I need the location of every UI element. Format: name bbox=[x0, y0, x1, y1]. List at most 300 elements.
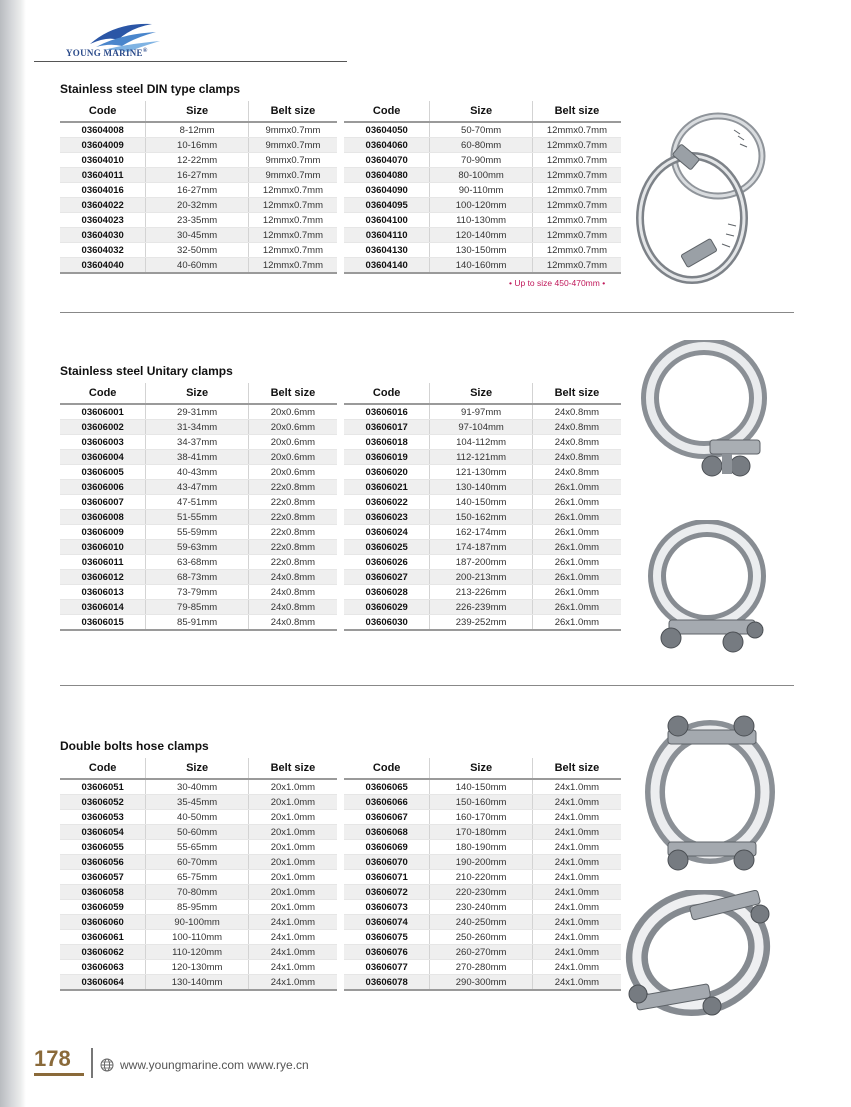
cell-code: 03606063 bbox=[60, 960, 146, 975]
cell-belt-size: 24x0.8mm bbox=[532, 404, 621, 420]
cell-belt-size: 26x1.0mm bbox=[532, 600, 621, 615]
cell-belt-size: 24x0.8mm bbox=[248, 585, 337, 600]
cell-code: 03606077 bbox=[344, 960, 430, 975]
cell-size: 100-120mm bbox=[430, 198, 532, 213]
cell-belt-size: 24x1.0mm bbox=[248, 945, 337, 960]
page-number: 178 bbox=[34, 1046, 84, 1076]
cell-belt-size: 20x1.0mm bbox=[248, 855, 337, 870]
cell-belt-size: 20x0.6mm bbox=[248, 465, 337, 480]
cell-belt-size: 26x1.0mm bbox=[532, 570, 621, 585]
cell-code: 03604011 bbox=[60, 168, 146, 183]
cell-code: 03606025 bbox=[344, 540, 430, 555]
cell-code: 03604130 bbox=[344, 243, 430, 258]
cell-size: 30-45mm bbox=[146, 228, 248, 243]
cell-size: 50-60mm bbox=[146, 825, 248, 840]
cell-size: 55-59mm bbox=[146, 525, 248, 540]
cell-belt-size: 12mmx0.7mm bbox=[248, 228, 337, 243]
cell-belt-size: 20x1.0mm bbox=[248, 795, 337, 810]
cell-code: 03604022 bbox=[60, 198, 146, 213]
column-header-belt-size: Belt size bbox=[532, 383, 621, 404]
cell-code: 03606029 bbox=[344, 600, 430, 615]
cell-size: 160-170mm bbox=[430, 810, 532, 825]
table-row bbox=[60, 840, 337, 855]
cell-code: 03606070 bbox=[344, 855, 430, 870]
cell-code: 03606019 bbox=[344, 450, 430, 465]
cell-size: 226-239mm bbox=[430, 600, 532, 615]
table-header-row bbox=[344, 383, 621, 404]
cell-size: 90-100mm bbox=[146, 915, 248, 930]
table-row bbox=[344, 600, 621, 615]
cell-code: 03606016 bbox=[344, 404, 430, 420]
table-row bbox=[60, 465, 337, 480]
cell-code: 03606052 bbox=[60, 795, 146, 810]
cell-size: 38-41mm bbox=[146, 450, 248, 465]
cell-size: 130-140mm bbox=[146, 975, 248, 991]
cell-size: 110-120mm bbox=[146, 945, 248, 960]
cell-code: 03606053 bbox=[60, 810, 146, 825]
cell-size: 30-40mm bbox=[146, 779, 248, 795]
cell-size: 162-174mm bbox=[430, 525, 532, 540]
cell-belt-size: 24x1.0mm bbox=[532, 885, 621, 900]
left-edge-gradient bbox=[0, 0, 26, 1107]
table-row bbox=[344, 525, 621, 540]
cell-code: 03606021 bbox=[344, 480, 430, 495]
cell-belt-size: 24x1.0mm bbox=[532, 855, 621, 870]
cell-code: 03606030 bbox=[344, 615, 430, 631]
cell-size: 180-190mm bbox=[430, 840, 532, 855]
cell-belt-size: 20x0.6mm bbox=[248, 435, 337, 450]
table-header-row bbox=[344, 758, 621, 779]
cell-code: 03606005 bbox=[60, 465, 146, 480]
cell-size: 40-60mm bbox=[146, 258, 248, 274]
cell-code: 03606061 bbox=[60, 930, 146, 945]
table-row bbox=[344, 258, 621, 274]
cell-size: 140-150mm bbox=[430, 779, 532, 795]
cell-size: 43-47mm bbox=[146, 480, 248, 495]
cell-size: 40-50mm bbox=[146, 810, 248, 825]
cell-belt-size: 12mmx0.7mm bbox=[248, 183, 337, 198]
table-row bbox=[344, 198, 621, 213]
table-row bbox=[344, 615, 621, 631]
table-row bbox=[60, 122, 337, 138]
cell-code: 03606023 bbox=[344, 510, 430, 525]
cell-belt-size: 12mmx0.7mm bbox=[248, 258, 337, 274]
cell-code: 03606011 bbox=[60, 555, 146, 570]
cell-code: 03604100 bbox=[344, 213, 430, 228]
cell-size: 63-68mm bbox=[146, 555, 248, 570]
table-row bbox=[60, 258, 337, 274]
table-row bbox=[344, 183, 621, 198]
cell-size: 270-280mm bbox=[430, 960, 532, 975]
table-row bbox=[60, 525, 337, 540]
cell-code: 03604010 bbox=[60, 153, 146, 168]
column-header-size: Size bbox=[146, 383, 248, 404]
cell-code: 03604095 bbox=[344, 198, 430, 213]
table-header-row bbox=[60, 758, 337, 779]
cell-belt-size: 9mmx0.7mm bbox=[248, 153, 337, 168]
header-rule bbox=[34, 61, 347, 62]
table-row bbox=[60, 810, 337, 825]
table-row bbox=[60, 930, 337, 945]
table-row bbox=[60, 510, 337, 525]
table-row bbox=[344, 540, 621, 555]
table-row bbox=[344, 138, 621, 153]
cell-code: 03604009 bbox=[60, 138, 146, 153]
cell-belt-size: 12mmx0.7mm bbox=[532, 213, 621, 228]
table-row bbox=[60, 585, 337, 600]
cell-size: 250-260mm bbox=[430, 930, 532, 945]
cell-belt-size: 24x0.8mm bbox=[532, 465, 621, 480]
table-row bbox=[60, 435, 337, 450]
table-row bbox=[344, 168, 621, 183]
unitary-table-left bbox=[60, 383, 337, 631]
column-header-size: Size bbox=[430, 758, 532, 779]
cell-code: 03604032 bbox=[60, 243, 146, 258]
cell-code: 03606051 bbox=[60, 779, 146, 795]
cell-code: 03604060 bbox=[344, 138, 430, 153]
table-row bbox=[60, 600, 337, 615]
cell-belt-size: 12mmx0.7mm bbox=[532, 198, 621, 213]
cell-size: 8-12mm bbox=[146, 122, 248, 138]
table-row bbox=[60, 183, 337, 198]
table-row bbox=[60, 570, 337, 585]
cell-code: 03606065 bbox=[344, 779, 430, 795]
cell-belt-size: 9mmx0.7mm bbox=[248, 122, 337, 138]
table-row bbox=[344, 495, 621, 510]
table-row bbox=[60, 900, 337, 915]
cell-size: 187-200mm bbox=[430, 555, 532, 570]
cell-size: 73-79mm bbox=[146, 585, 248, 600]
cell-belt-size: 22x0.8mm bbox=[248, 480, 337, 495]
table-row bbox=[344, 480, 621, 495]
cell-belt-size: 26x1.0mm bbox=[532, 480, 621, 495]
cell-code: 03606058 bbox=[60, 885, 146, 900]
cell-size: 47-51mm bbox=[146, 495, 248, 510]
cell-code: 03604050 bbox=[344, 122, 430, 138]
cell-belt-size: 26x1.0mm bbox=[532, 495, 621, 510]
cell-belt-size: 12mmx0.7mm bbox=[248, 213, 337, 228]
table-row bbox=[344, 930, 621, 945]
cell-size: 150-162mm bbox=[430, 510, 532, 525]
cell-belt-size: 24x1.0mm bbox=[532, 900, 621, 915]
table-row bbox=[344, 420, 621, 435]
cell-belt-size: 24x0.8mm bbox=[532, 450, 621, 465]
cell-belt-size: 12mmx0.7mm bbox=[532, 138, 621, 153]
table-row bbox=[60, 915, 337, 930]
cell-belt-size: 24x1.0mm bbox=[532, 930, 621, 945]
table-row bbox=[344, 885, 621, 900]
cell-code: 03606078 bbox=[344, 975, 430, 991]
cell-belt-size: 24x1.0mm bbox=[532, 915, 621, 930]
cell-size: 55-65mm bbox=[146, 840, 248, 855]
cell-belt-size: 20x1.0mm bbox=[248, 900, 337, 915]
table-row bbox=[60, 885, 337, 900]
cell-code: 03606027 bbox=[344, 570, 430, 585]
cell-belt-size: 24x0.8mm bbox=[248, 615, 337, 631]
table-row bbox=[60, 153, 337, 168]
table-row bbox=[60, 243, 337, 258]
cell-size: 121-130mm bbox=[430, 465, 532, 480]
cell-code: 03606001 bbox=[60, 404, 146, 420]
cell-size: 140-160mm bbox=[430, 258, 532, 274]
table-row bbox=[60, 480, 337, 495]
section-title-din: Stainless steel DIN type clamps bbox=[60, 82, 241, 96]
table-row bbox=[60, 779, 337, 795]
table-row bbox=[60, 825, 337, 840]
cell-code: 03606026 bbox=[344, 555, 430, 570]
table-row bbox=[60, 960, 337, 975]
cell-belt-size: 20x0.6mm bbox=[248, 404, 337, 420]
table-row bbox=[60, 198, 337, 213]
cell-size: 35-45mm bbox=[146, 795, 248, 810]
column-header-belt-size: Belt size bbox=[248, 758, 337, 779]
cell-belt-size: 24x1.0mm bbox=[532, 825, 621, 840]
column-header-size: Size bbox=[430, 383, 532, 404]
cell-code: 03606024 bbox=[344, 525, 430, 540]
cell-size: 68-73mm bbox=[146, 570, 248, 585]
table-row bbox=[344, 810, 621, 825]
cell-size: 16-27mm bbox=[146, 183, 248, 198]
size-note: • Up to size 450-470mm • bbox=[509, 278, 606, 288]
cell-size: 112-121mm bbox=[430, 450, 532, 465]
cell-size: 85-95mm bbox=[146, 900, 248, 915]
cell-size: 104-112mm bbox=[430, 435, 532, 450]
table-row bbox=[344, 840, 621, 855]
table-row bbox=[60, 213, 337, 228]
cell-size: 60-80mm bbox=[430, 138, 532, 153]
cell-belt-size: 24x0.8mm bbox=[532, 435, 621, 450]
cell-belt-size: 22x0.8mm bbox=[248, 525, 337, 540]
column-header-size: Size bbox=[146, 758, 248, 779]
cell-code: 03606013 bbox=[60, 585, 146, 600]
cell-code: 03606054 bbox=[60, 825, 146, 840]
double-bolt-table-left bbox=[60, 758, 337, 991]
table-row bbox=[60, 404, 337, 420]
cell-size: 70-80mm bbox=[146, 885, 248, 900]
cell-size: 80-100mm bbox=[430, 168, 532, 183]
table-row bbox=[344, 945, 621, 960]
cell-belt-size: 26x1.0mm bbox=[532, 585, 621, 600]
cell-code: 03606068 bbox=[344, 825, 430, 840]
table-row bbox=[344, 510, 621, 525]
cell-size: 260-270mm bbox=[430, 945, 532, 960]
cell-belt-size: 9mmx0.7mm bbox=[248, 168, 337, 183]
cell-code: 03604110 bbox=[344, 228, 430, 243]
cell-belt-size: 24x1.0mm bbox=[532, 840, 621, 855]
cell-belt-size: 20x1.0mm bbox=[248, 840, 337, 855]
table-row bbox=[344, 555, 621, 570]
cell-belt-size: 24x1.0mm bbox=[532, 975, 621, 991]
cell-code: 03606017 bbox=[344, 420, 430, 435]
cell-belt-size: 26x1.0mm bbox=[532, 540, 621, 555]
cell-code: 03604070 bbox=[344, 153, 430, 168]
cell-belt-size: 12mmx0.7mm bbox=[532, 243, 621, 258]
cell-belt-size: 12mmx0.7mm bbox=[532, 168, 621, 183]
cell-code: 03604030 bbox=[60, 228, 146, 243]
globe-icon bbox=[100, 1058, 114, 1072]
cell-size: 50-70mm bbox=[430, 122, 532, 138]
table-header-row bbox=[60, 101, 337, 122]
double-bolt-clamp-image bbox=[620, 890, 785, 1020]
table-row bbox=[344, 122, 621, 138]
unitary-clamp-image bbox=[645, 520, 785, 660]
cell-size: 290-300mm bbox=[430, 975, 532, 991]
cell-belt-size: 24x1.0mm bbox=[248, 975, 337, 991]
cell-code: 03606071 bbox=[344, 870, 430, 885]
table-row bbox=[344, 228, 621, 243]
table-row bbox=[344, 243, 621, 258]
cell-code: 03606062 bbox=[60, 945, 146, 960]
cell-code: 03606059 bbox=[60, 900, 146, 915]
column-header-code: Code bbox=[60, 383, 146, 404]
cell-size: 29-31mm bbox=[146, 404, 248, 420]
cell-code: 03606004 bbox=[60, 450, 146, 465]
cell-code: 03604090 bbox=[344, 183, 430, 198]
cell-code: 03606066 bbox=[344, 795, 430, 810]
cell-code: 03606022 bbox=[344, 495, 430, 510]
cell-belt-size: 9mmx0.7mm bbox=[248, 138, 337, 153]
table-row bbox=[344, 960, 621, 975]
column-header-code: Code bbox=[344, 383, 430, 404]
cell-code: 03606018 bbox=[344, 435, 430, 450]
table-row bbox=[60, 138, 337, 153]
cell-size: 140-150mm bbox=[430, 495, 532, 510]
table-row bbox=[60, 945, 337, 960]
cell-size: 200-213mm bbox=[430, 570, 532, 585]
table-row bbox=[344, 870, 621, 885]
cell-size: 79-85mm bbox=[146, 600, 248, 615]
table-row bbox=[60, 870, 337, 885]
cell-size: 85-91mm bbox=[146, 615, 248, 631]
table-row bbox=[344, 975, 621, 991]
cell-code: 03606014 bbox=[60, 600, 146, 615]
table-row bbox=[344, 213, 621, 228]
table-row bbox=[60, 540, 337, 555]
cell-belt-size: 12mmx0.7mm bbox=[532, 228, 621, 243]
table-row bbox=[344, 585, 621, 600]
din-table-left bbox=[60, 101, 337, 274]
cell-code: 03606009 bbox=[60, 525, 146, 540]
cell-belt-size: 24x1.0mm bbox=[248, 960, 337, 975]
table-row bbox=[344, 779, 621, 795]
cell-belt-size: 26x1.0mm bbox=[532, 555, 621, 570]
section-divider bbox=[60, 312, 794, 313]
double-bolt-table-right bbox=[344, 758, 621, 991]
cell-belt-size: 26x1.0mm bbox=[532, 525, 621, 540]
cell-belt-size: 24x1.0mm bbox=[248, 930, 337, 945]
cell-size: 210-220mm bbox=[430, 870, 532, 885]
cell-code: 03604008 bbox=[60, 122, 146, 138]
cell-size: 240-250mm bbox=[430, 915, 532, 930]
cell-code: 03606003 bbox=[60, 435, 146, 450]
cell-size: 23-35mm bbox=[146, 213, 248, 228]
cell-code: 03606028 bbox=[344, 585, 430, 600]
table-row bbox=[60, 795, 337, 810]
cell-size: 100-110mm bbox=[146, 930, 248, 945]
cell-size: 16-27mm bbox=[146, 168, 248, 183]
worm-drive-clamp-image bbox=[630, 100, 770, 290]
table-row bbox=[344, 900, 621, 915]
column-header-size: Size bbox=[430, 101, 532, 122]
table-row bbox=[344, 465, 621, 480]
column-header-belt-size: Belt size bbox=[248, 101, 337, 122]
footer-separator bbox=[91, 1048, 93, 1078]
cell-size: 220-230mm bbox=[430, 885, 532, 900]
cell-belt-size: 20x1.0mm bbox=[248, 825, 337, 840]
column-header-code: Code bbox=[344, 758, 430, 779]
cell-belt-size: 22x0.8mm bbox=[248, 495, 337, 510]
cell-code: 03604016 bbox=[60, 183, 146, 198]
cell-code: 03606007 bbox=[60, 495, 146, 510]
cell-size: 190-200mm bbox=[430, 855, 532, 870]
cell-belt-size: 24x0.8mm bbox=[532, 420, 621, 435]
cell-belt-size: 24x1.0mm bbox=[532, 870, 621, 885]
table-row bbox=[344, 404, 621, 420]
cell-size: 90-110mm bbox=[430, 183, 532, 198]
cell-belt-size: 24x0.8mm bbox=[248, 600, 337, 615]
cell-code: 03606055 bbox=[60, 840, 146, 855]
cell-size: 20-32mm bbox=[146, 198, 248, 213]
cell-code: 03606020 bbox=[344, 465, 430, 480]
table-row bbox=[60, 855, 337, 870]
column-header-belt-size: Belt size bbox=[532, 758, 621, 779]
double-bolt-clamp-image bbox=[640, 712, 790, 877]
cell-belt-size: 24x1.0mm bbox=[248, 915, 337, 930]
cell-code: 03606075 bbox=[344, 930, 430, 945]
cell-size: 59-63mm bbox=[146, 540, 248, 555]
cell-size: 130-150mm bbox=[430, 243, 532, 258]
cell-size: 130-140mm bbox=[430, 480, 532, 495]
table-row bbox=[344, 435, 621, 450]
cell-size: 239-252mm bbox=[430, 615, 532, 631]
table-row bbox=[60, 615, 337, 631]
table-row bbox=[344, 825, 621, 840]
cell-belt-size: 20x1.0mm bbox=[248, 870, 337, 885]
cell-code: 03606015 bbox=[60, 615, 146, 631]
cell-code: 03606056 bbox=[60, 855, 146, 870]
cell-belt-size: 20x1.0mm bbox=[248, 779, 337, 795]
table-row bbox=[60, 228, 337, 243]
cell-code: 03606069 bbox=[344, 840, 430, 855]
cell-size: 10-16mm bbox=[146, 138, 248, 153]
column-header-size: Size bbox=[146, 101, 248, 122]
cell-size: 31-34mm bbox=[146, 420, 248, 435]
table-row bbox=[60, 450, 337, 465]
cell-belt-size: 12mmx0.7mm bbox=[248, 243, 337, 258]
cell-size: 150-160mm bbox=[430, 795, 532, 810]
table-header-row bbox=[344, 101, 621, 122]
table-header-row bbox=[60, 383, 337, 404]
cell-belt-size: 20x0.6mm bbox=[248, 420, 337, 435]
cell-belt-size: 12mmx0.7mm bbox=[532, 122, 621, 138]
cell-belt-size: 12mmx0.7mm bbox=[532, 183, 621, 198]
cell-size: 213-226mm bbox=[430, 585, 532, 600]
cell-code: 03606008 bbox=[60, 510, 146, 525]
cell-belt-size: 20x0.6mm bbox=[248, 450, 337, 465]
cell-size: 110-130mm bbox=[430, 213, 532, 228]
table-row bbox=[60, 420, 337, 435]
cell-belt-size: 24x1.0mm bbox=[532, 810, 621, 825]
table-row bbox=[60, 495, 337, 510]
cell-code: 03606067 bbox=[344, 810, 430, 825]
cell-code: 03604040 bbox=[60, 258, 146, 274]
column-header-code: Code bbox=[60, 101, 146, 122]
cell-belt-size: 22x0.8mm bbox=[248, 555, 337, 570]
unitary-table-right bbox=[344, 383, 621, 631]
cell-size: 97-104mm bbox=[430, 420, 532, 435]
section-divider bbox=[60, 685, 794, 686]
footer-websites: www.youngmarine.com www.rye.cn bbox=[120, 1058, 309, 1072]
